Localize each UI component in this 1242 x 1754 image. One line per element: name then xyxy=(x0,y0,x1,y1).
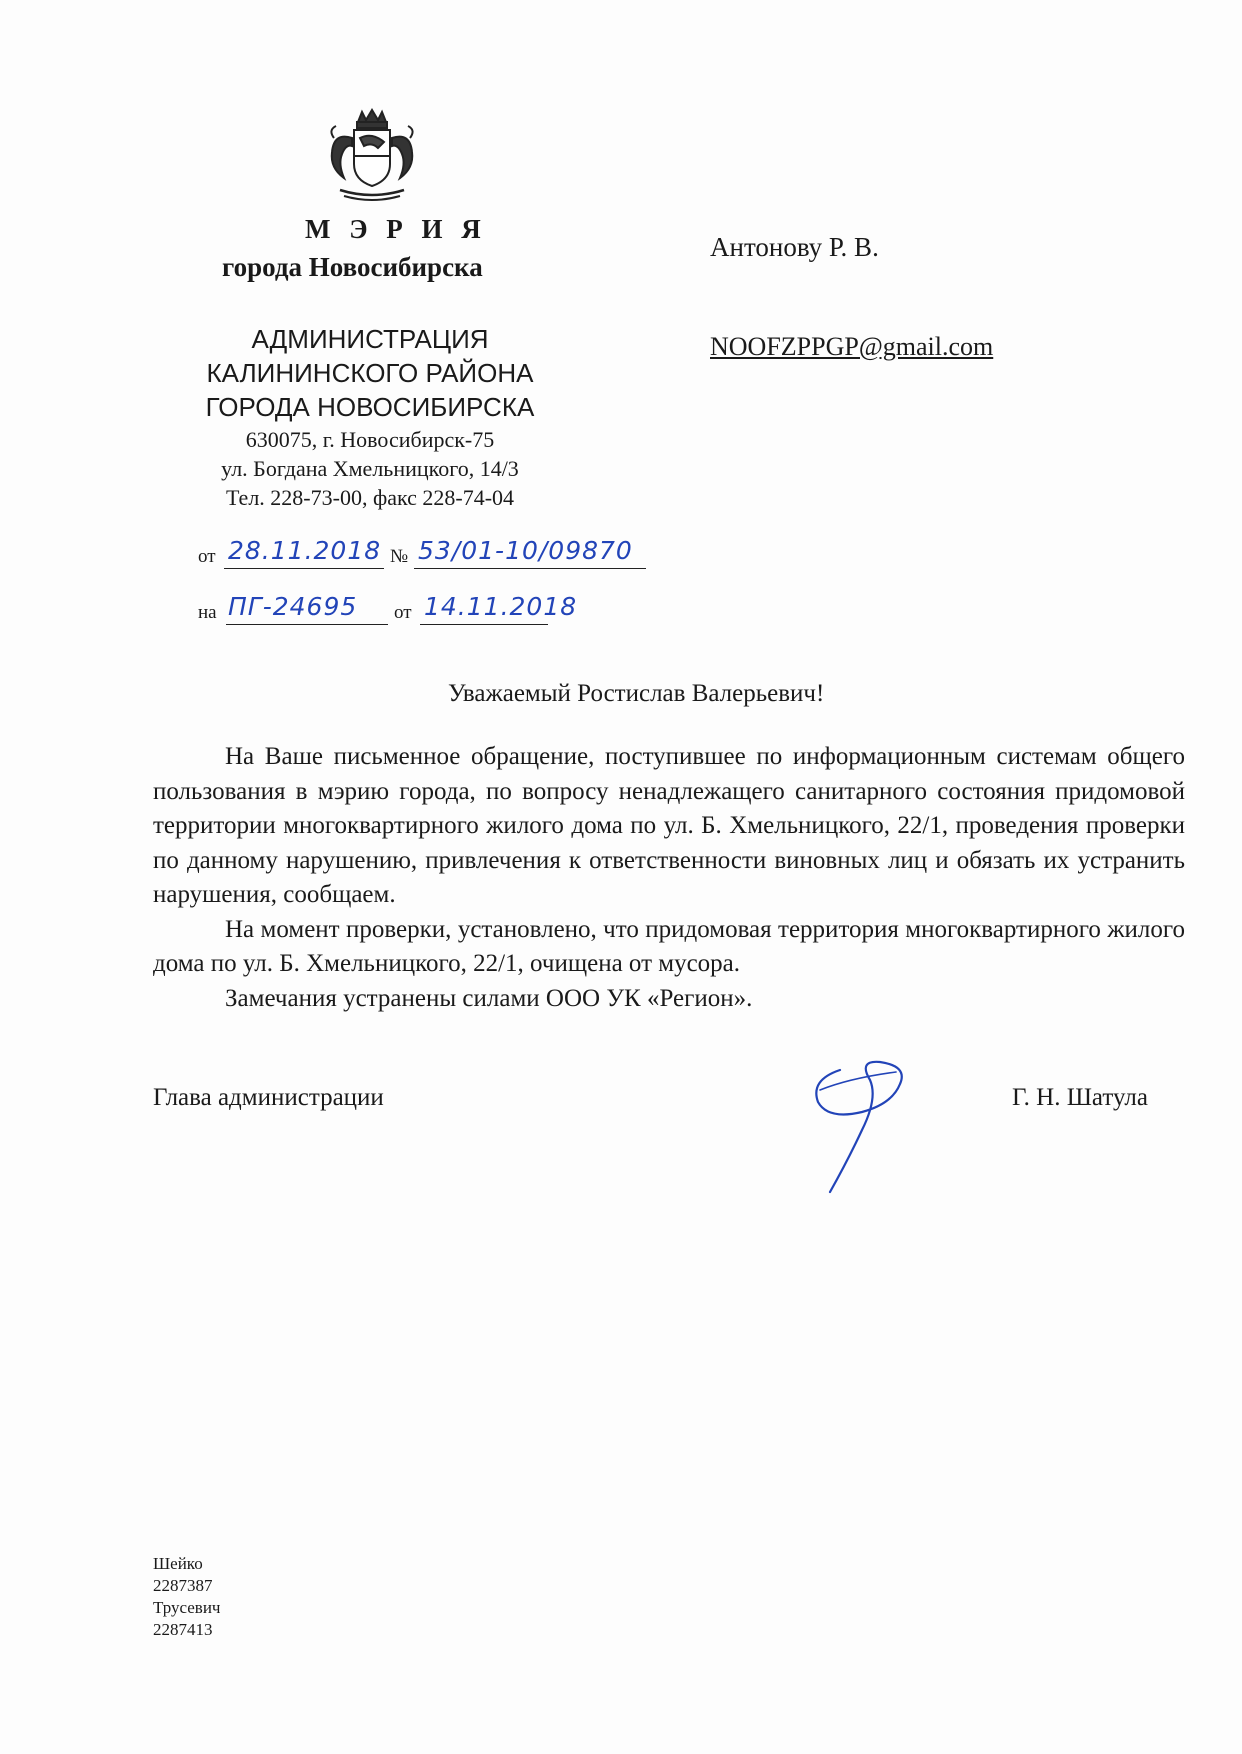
admin-line: АДМИНИСТРАЦИЯ xyxy=(251,324,489,354)
address-line: 630075, г. Новосибирск-75 xyxy=(245,427,495,452)
body-paragraph: Замечания устранены силами ООО УК «Регион». xyxy=(225,984,753,1012)
on-date-rule xyxy=(420,624,548,625)
incoming-reference xyxy=(198,592,598,632)
contact-line: Трусевич xyxy=(153,1598,221,1617)
outgoing-reference xyxy=(198,536,648,576)
admin-line: ГОРОДА НОВОСИБИРСКА xyxy=(205,392,535,422)
number-label: № xyxy=(390,546,409,567)
date-label: от xyxy=(198,546,216,567)
handwritten-number: 53/01-10/09870 xyxy=(418,536,633,565)
date-rule xyxy=(224,568,384,569)
contact-line: 2287413 xyxy=(153,1620,213,1639)
body-paragraph: На Ваше письменное обращение, поступившее по информационным системам общего пользования в мэрию города, по вопросу ненадлежащего санитарного состояния придомовой территории многоквартирного жилого дома по ул. Б. Хмельницкого, 22/1, проведения проверки по данному нарушению, привлечения к ответственности виновных лиц и обязать их устранить нарушения, сообщаем. xyxy=(153,743,1185,908)
letterhead-title: М Э Р И Я xyxy=(305,214,487,244)
executor-contacts xyxy=(153,1553,221,1641)
contact-line: 2287387 xyxy=(153,1576,213,1595)
handwritten-request-date: 14.11.2018 xyxy=(424,592,578,621)
handwritten-date: 28.11.2018 xyxy=(228,536,382,565)
signatory-name: Г. Н. Шатула xyxy=(1012,1084,1148,1111)
on-rule xyxy=(226,624,388,625)
recipient-email[interactable]: NOOFZPPGP@gmail.com xyxy=(710,332,994,361)
letter-body xyxy=(153,740,1185,1016)
letterhead-city: города Новосибирска xyxy=(222,252,483,282)
address-line: Тел. 228-73-00, факс 228-74-04 xyxy=(225,485,515,510)
administration-address xyxy=(180,425,560,512)
body-paragraph: На момент проверки, установлено, что придомовая территория многоквартирного жилого дома по ул. Б. Хмельницкого, 22/1, очищена от мусора. xyxy=(153,915,1185,977)
recipient-name: Антонову Р. В. xyxy=(710,232,879,262)
signatory-title: Глава администрации xyxy=(153,1084,384,1111)
greeting: Уважаемый Ростислав Валерьевич! xyxy=(448,680,825,707)
on-label: на xyxy=(198,602,217,623)
handwritten-signature-icon xyxy=(800,1050,950,1200)
handwritten-request-number: ПГ-24695 xyxy=(228,592,358,621)
administration-name xyxy=(180,322,560,424)
admin-line: КАЛИНИНСКОГО РАЙОНА xyxy=(206,358,534,388)
on-date-label: от xyxy=(394,602,412,623)
address-line: ул. Богдана Хмельницкого, 14/3 xyxy=(221,456,519,481)
number-rule xyxy=(414,568,646,569)
contact-line: Шейко xyxy=(153,1554,203,1573)
coat-of-arms-icon xyxy=(320,108,424,204)
